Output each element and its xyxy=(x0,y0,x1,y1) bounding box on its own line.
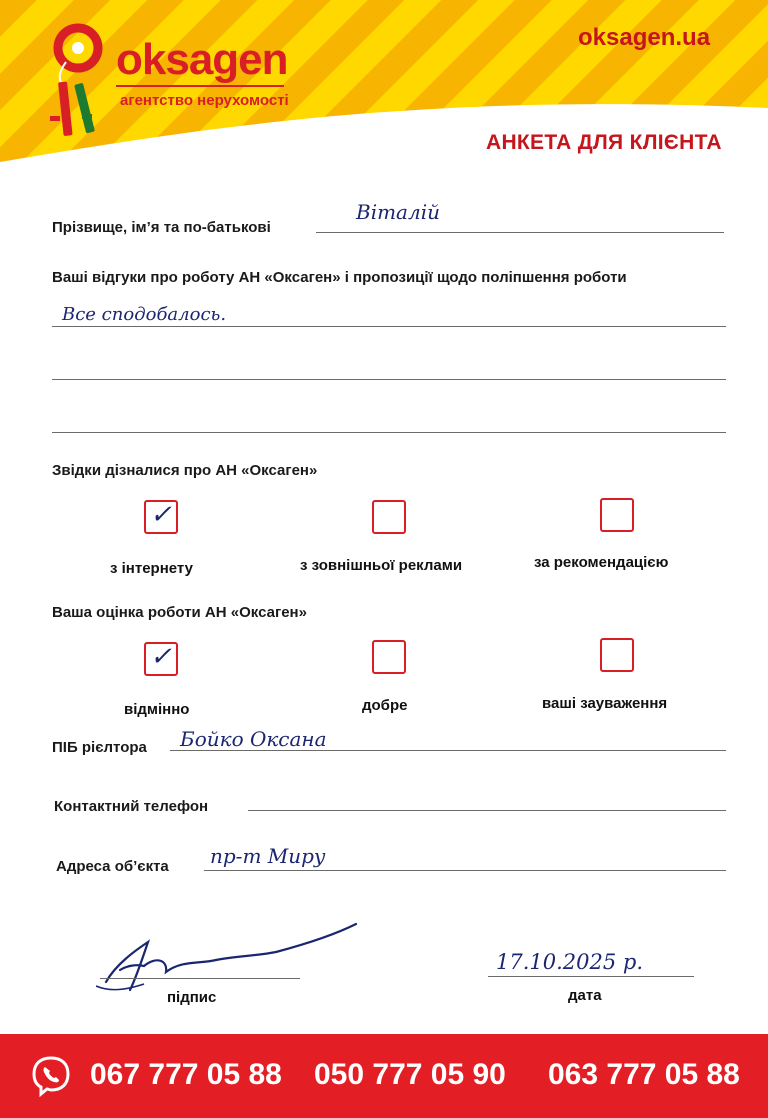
source-referral-label: за рекомендацією xyxy=(534,554,669,571)
phone-label: Контактний телефон xyxy=(54,798,209,815)
realtor-label: ПІБ рієлтора xyxy=(52,739,147,756)
check-mark-icon: ✓ xyxy=(150,500,172,530)
source-internet-label: з інтернету xyxy=(110,560,193,577)
signature-label: підпис xyxy=(167,989,217,1006)
source-ads-label: з зовнішньої реклами xyxy=(300,557,463,574)
brand-logo xyxy=(44,18,304,138)
feedback-value[interactable]: Все сподобалось. xyxy=(62,304,227,325)
feedback-label: Ваші відгуки про роботу АН «Оксаген» і пропозиції щодо поліпшення роботи xyxy=(52,269,627,286)
source-referral-checkbox[interactable] xyxy=(600,498,634,532)
date-line xyxy=(488,976,694,977)
feedback-line-1 xyxy=(52,326,726,327)
full-name-line xyxy=(316,232,724,233)
source-ads-checkbox[interactable] xyxy=(372,500,406,534)
phone-number-3[interactable]: 063 777 05 88 xyxy=(548,1058,740,1091)
full-name-label: Прізвище, ім’я та по-батькові xyxy=(52,219,271,236)
address-value[interactable]: пр-т Миру xyxy=(210,844,326,868)
rating-excellent-label: відмінно xyxy=(124,701,190,718)
address-label: Адреса об’єкта xyxy=(56,858,169,875)
viber-icon xyxy=(30,1055,72,1097)
rating-remarks-label: ваші зауваження xyxy=(542,695,668,712)
brand-tagline: агентство нерухомості xyxy=(120,92,289,109)
signature-line xyxy=(100,978,300,979)
full-name-value[interactable]: Віталій xyxy=(356,200,440,224)
address-line xyxy=(204,870,726,871)
date-value[interactable]: 17.10.2025 р. xyxy=(496,950,644,974)
rating-excellent-checkbox[interactable] xyxy=(144,642,178,676)
source-label: Звідки дізналися про АН «Оксаген» xyxy=(52,462,318,479)
rating-good-label: добре xyxy=(362,697,408,714)
rating-remarks-checkbox[interactable] xyxy=(600,638,634,672)
date-label: дата xyxy=(568,987,602,1004)
feedback-line-2 xyxy=(52,379,726,380)
rating-label: Ваша оцінка роботи АН «Оксаген» xyxy=(52,604,307,621)
form-title: АНКЕТА ДЛЯ КЛІЄНТА xyxy=(486,131,722,154)
feedback-line-3 xyxy=(52,432,726,433)
check-mark-icon: ✓ xyxy=(150,642,172,672)
website-link[interactable]: oksagen.ua xyxy=(578,24,711,51)
realtor-value[interactable]: Бойко Оксана xyxy=(180,727,327,751)
phone-number-1[interactable]: 067 777 05 88 xyxy=(90,1058,282,1091)
phone-line xyxy=(248,810,726,811)
phone-number-2[interactable]: 050 777 05 90 xyxy=(314,1058,506,1091)
brand-name: oksagen xyxy=(116,35,288,84)
source-internet-checkbox[interactable] xyxy=(144,500,178,534)
signature-drawing xyxy=(96,920,366,1000)
rating-good-checkbox[interactable] xyxy=(372,640,406,674)
